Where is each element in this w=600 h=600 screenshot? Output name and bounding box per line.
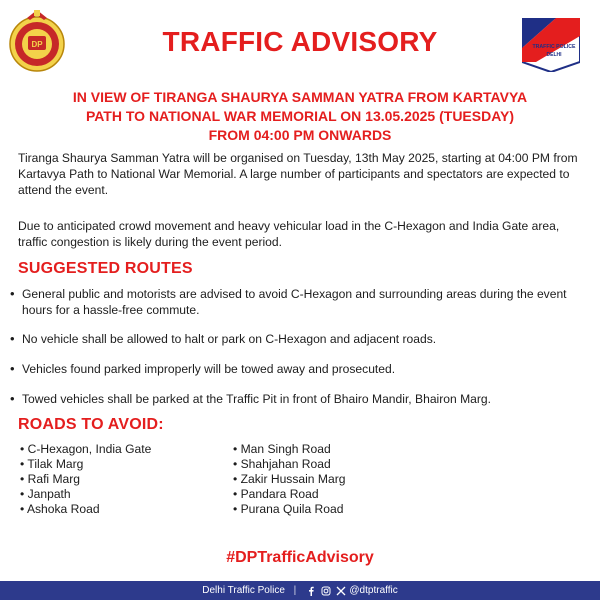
facebook-icon[interactable]	[306, 586, 316, 596]
subtitle-line: FROM 04:00 PM ONWARDS	[208, 127, 392, 143]
page-title: TRAFFIC ADVISORY	[162, 26, 438, 57]
road-item: • Tilak Marg	[20, 457, 84, 471]
traffic-police-badge-icon	[522, 18, 580, 72]
road-item: • Pandara Road	[233, 487, 319, 501]
subtitle-line: IN VIEW OF TIRANGA SHAURYA SAMMAN YATRA FROM KARTAVYA	[72, 89, 528, 105]
road-item: • Rafi Marg	[20, 472, 81, 486]
x-twitter-icon[interactable]	[336, 586, 346, 596]
route-advice-item: • Towed vehicles shall be parked at the Traffic Pit in front of Bhairo Mandir, Bhairon Marg.	[6, 391, 586, 407]
route-advice-item: • General public and motorists are advised to avoid C-Hexagon and surrounding areas during the event hours for a hassle-free commute.	[6, 286, 586, 318]
route-advice-item: • Vehicles found parked improperly will be towed away and prosecuted.	[6, 361, 586, 377]
road-item: • C-Hexagon, India Gate	[20, 442, 152, 456]
route-advice-item: • No vehicle shall be allowed to halt or park on C-Hexagon and adjacent roads.	[6, 331, 586, 347]
footer-handle[interactable]: @dtptraffic	[349, 585, 398, 596]
road-item: • Janpath	[20, 487, 71, 501]
road-item: • Man Singh Road	[233, 442, 331, 456]
road-item: • Purana Quila Road	[233, 502, 344, 516]
road-item: • Zakir Hussain Marg	[233, 472, 346, 486]
congestion-paragraph: Due to anticipated crowd movement and heavy vehicular load in the C-Hexagon and India Gate area, traffic congestion is likely during the event period.	[18, 219, 560, 249]
road-item: • Shahjahan Road	[233, 457, 331, 471]
road-item: • Ashoka Road	[20, 502, 100, 516]
badge-subtext: DELHI	[546, 52, 562, 58]
intro-paragraph: Tiranga Shaurya Samman Yatra will be organised on Tuesday, 13th May 2025, starting at 04:00 PM from Kartavya Path to National War Memorial. A large number of participants and spectators are expected to attend the event.	[18, 151, 578, 197]
hashtag: #DPTrafficAdvisory	[226, 549, 374, 566]
advisory-subtitle	[30, 88, 570, 145]
emblem-text: DP	[31, 40, 43, 49]
footer-divider: |	[293, 585, 297, 596]
subtitle-line: PATH TO NATIONAL WAR MEMORIAL ON 13.05.2025 (TUESDAY)	[85, 108, 515, 124]
roads-list-right	[233, 442, 433, 517]
roads-to-avoid-heading: ROADS TO AVOID:	[18, 416, 164, 433]
roads-list-left	[20, 442, 220, 517]
footer-bar	[0, 581, 600, 600]
header	[0, 0, 600, 84]
footer-org: Delhi Traffic Police	[202, 585, 285, 596]
suggested-routes-heading: SUGGESTED ROUTES	[18, 260, 193, 277]
badge-text: TRAFFIC POLICE	[532, 44, 576, 50]
instagram-icon[interactable]	[321, 586, 331, 596]
